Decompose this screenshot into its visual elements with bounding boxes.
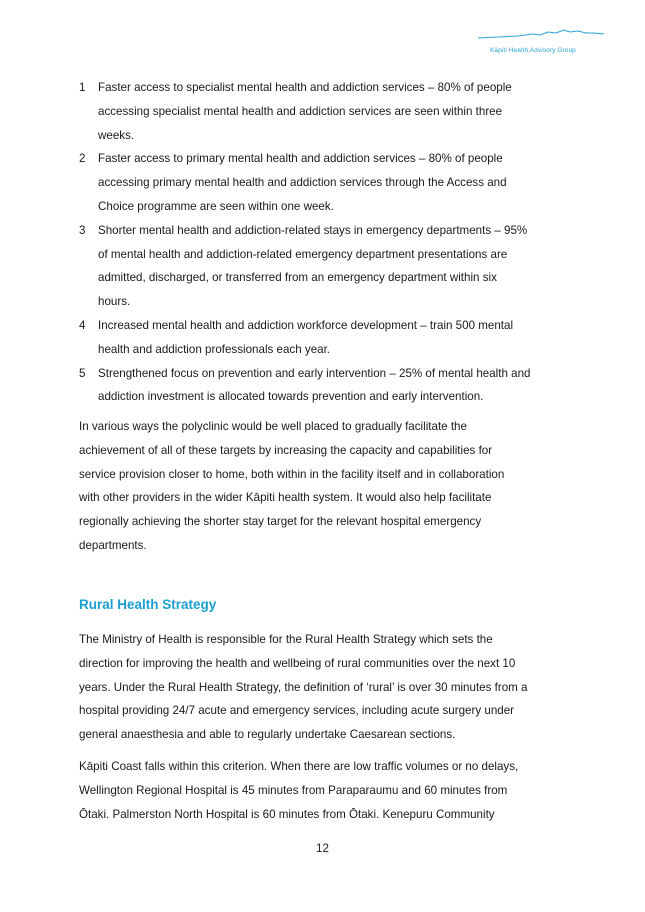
text-line: hospital providing 24/7 acute and emergency services, including acute surgery under — [79, 704, 515, 718]
text-line: health and addiction professionals each year. — [98, 342, 331, 356]
list-item — [79, 76, 574, 147]
text-line: addiction investment is allocated towards prevention and early intervention. — [98, 390, 484, 404]
list-item-number: 5 — [79, 366, 86, 380]
paragraph-kapiti — [79, 755, 569, 826]
text-line: regionally achieving the shorter stay target for the relevant hospital emergency — [79, 515, 482, 529]
list-item — [79, 362, 574, 410]
text-line: accessing specialist mental health and addiction services are seen within three — [98, 104, 503, 118]
text-line: In various ways the polyclinic would be well placed to gradually facilitate the — [79, 420, 467, 433]
list-item — [79, 219, 574, 314]
text-line: with other providers in the wider Kāpiti health system. It would also help facilitate — [79, 491, 492, 505]
text-line: direction for improving the health and wellbeing of rural communities over the next 10 — [79, 656, 516, 670]
list-item-text — [98, 147, 574, 218]
text-line: general anaesthesia and able to regularly undertake Caesarean sections. — [79, 728, 456, 742]
text-line: Faster access to specialist mental health and addiction services – 80% of people — [98, 81, 512, 94]
list-item-text — [98, 362, 574, 410]
text-line: service provision closer to home, both within in the facility itself and in collaboration — [79, 467, 505, 481]
text-line: Strengthened focus on prevention and early intervention – 25% of mental health and — [98, 366, 531, 380]
text-line: of mental health and addiction-related emergency department presentations are — [98, 247, 508, 261]
text-line: weeks. — [98, 128, 135, 142]
text-line: admitted, discharged, or transferred from an emergency department within six — [98, 271, 497, 285]
list-item-text — [98, 219, 574, 314]
text-line: Kāpiti Coast falls within this criterion. When there are low traffic volumes or no delays, — [79, 760, 519, 773]
list-item-number: 3 — [79, 223, 86, 237]
text-line: Ōtaki. Palmerston North Hospital is 60 minutes from Ōtaki. Kenepuru Community — [79, 807, 495, 821]
logo-text: Kāpiti Health Advisory Group — [490, 47, 576, 54]
text-line: hours. — [98, 295, 131, 309]
text-line: departments. — [79, 538, 147, 552]
list-item — [79, 314, 574, 362]
text-line: Shorter mental health and addiction-related stays in emergency departments – 95% — [98, 223, 528, 237]
list-item-number: 2 — [79, 152, 86, 166]
list-item-text — [98, 76, 574, 147]
section-heading: Rural Health Strategy — [79, 597, 217, 612]
page-number: 12 — [316, 842, 329, 855]
mountain-line-icon — [478, 24, 604, 44]
text-line: Choice programme are seen within one week. — [98, 199, 334, 213]
text-line: Increased mental health and addiction workforce development – train 500 mental — [98, 318, 514, 332]
targets-list — [79, 76, 574, 409]
text-line: The Ministry of Health is responsible for the Rural Health Strategy which sets the — [79, 633, 493, 646]
list-item — [79, 147, 574, 218]
list-item-number: 4 — [79, 318, 86, 332]
list-item-number: 1 — [79, 81, 86, 94]
paragraph-polyclinic — [79, 415, 569, 558]
text-line: accessing primary mental health and addiction services through the Access and — [98, 176, 507, 190]
list-item-text — [98, 314, 574, 362]
text-line: achievement of all of these targets by increasing the capacity and capabilities for — [79, 443, 493, 457]
text-line: years. Under the Rural Health Strategy, the definition of ‘rural’ is over 30 minutes from a — [79, 680, 528, 694]
text-line: Wellington Regional Hospital is 45 minutes from Paraparaumu and 60 minutes from — [79, 783, 508, 797]
text-line: Faster access to primary mental health and addiction services – 80% of people — [98, 152, 503, 166]
header-logo — [478, 24, 604, 58]
paragraph-ministry — [79, 628, 569, 747]
